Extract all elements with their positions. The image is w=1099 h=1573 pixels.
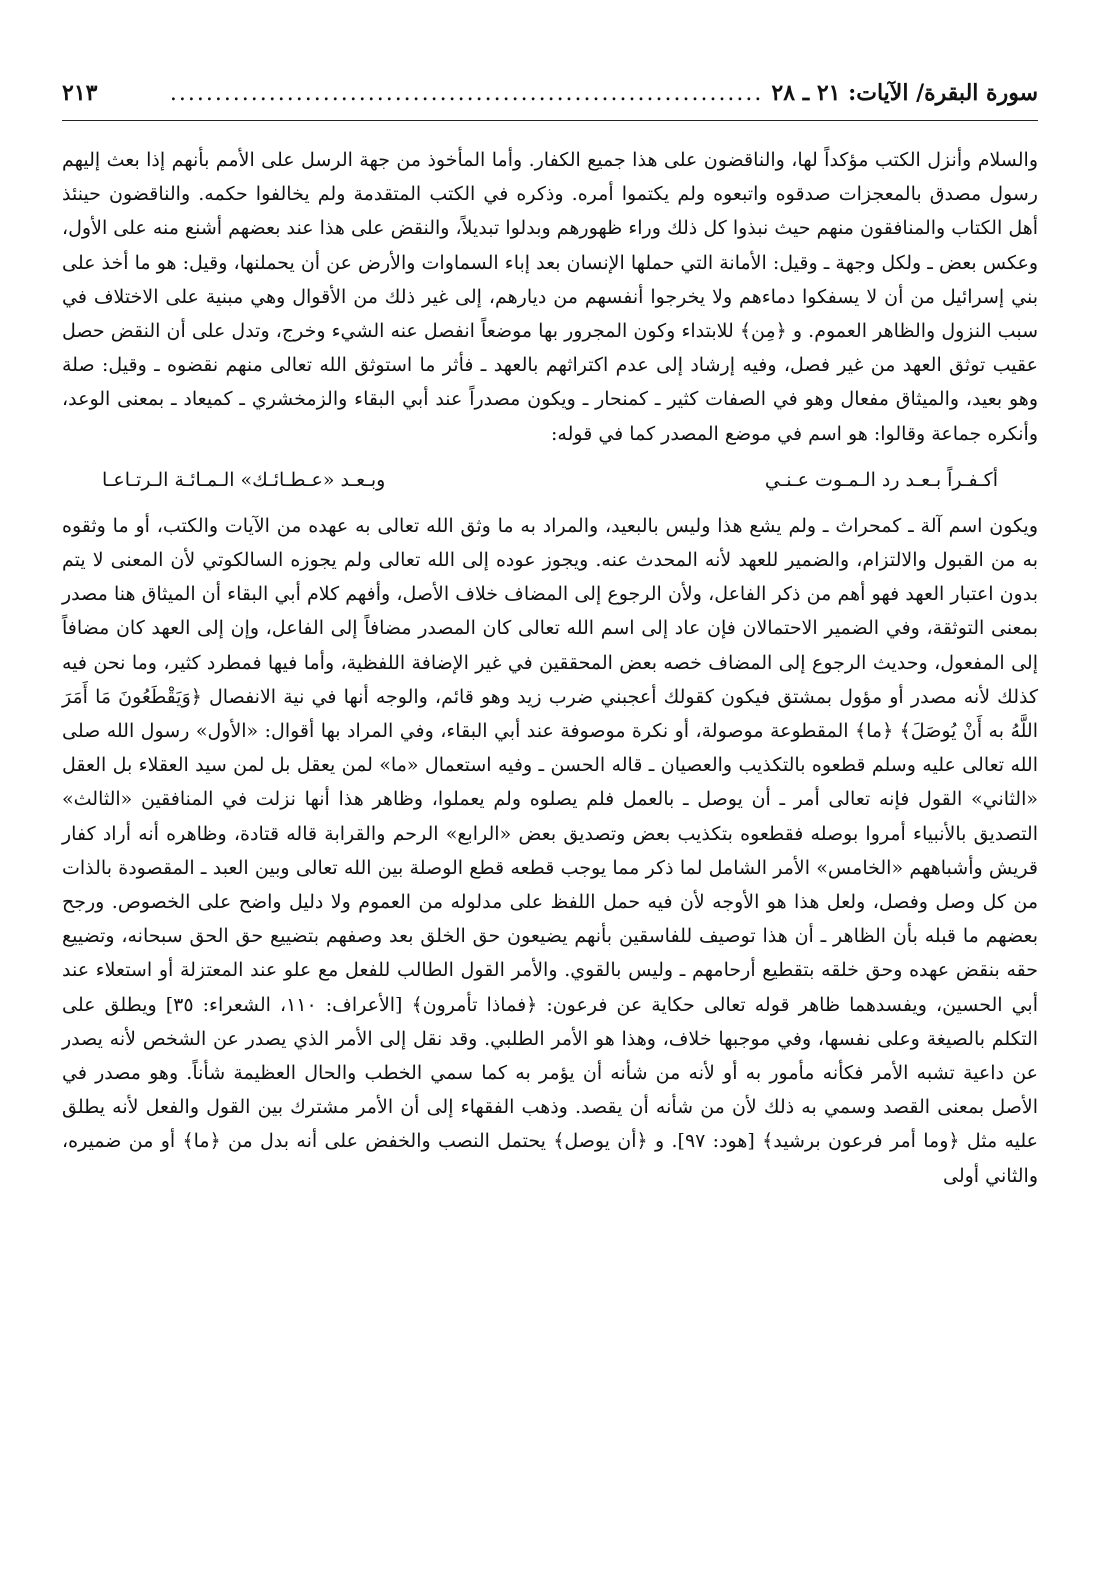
page-number: ٢١٣ xyxy=(62,80,98,106)
poem-verse xyxy=(102,463,998,497)
poem-hemistich-first: أكـفـراً بـعـد رد الـمـوت عـنـي xyxy=(764,468,998,491)
header-leader-dots: .................................................................. xyxy=(169,81,764,106)
document-body xyxy=(62,143,1038,1193)
paragraph-2: ويكون اسم آلة ـ كمحراث ـ ولم يشع هذا وليس بالبعيد، والمراد به ما وثق الله تعالى به عهده من الآيات والكتب، أو ما وثقوه به من القبول والالتزام، والضمير للعهد لأنه المحدث عنه. ويجوز عوده إلى الله تعالى ولم يجوزه السالكوتي لأن المعنى لا يتم بدون اعتبار العهد فهو أهم من ذكر الفاعل، ولأن الرجوع إلى المضاف خلاف الأصل، وأفهم كلام أبي البقاء أن الميثاق هنا مصدر بمعنى التوثقة، وفي الضمير الاحتمالان فإن عاد إلى اسم الله تعالى كان المصدر مضافاً إلى الفاعل، وإن إلى العهد كان مضافاً إلى المفعول، وحديث الرجوع إلى المضاف خصه بعض المحققين في غير الإضافة اللفظية، وأما فيها فمطرد كثير، وما نحن فيه كذلك لأنه مصدر أو مؤول بمشتق فيكون كقولك أعجبني ضرب زيد وهو قائم، والوجه أنها في نية الانفصال ﴿وَيَقْطَعُونَ مَا أَمَرَ اللَّهُ به أَنْ يُوصَلَ﴾ ﴿ما﴾ المقطوعة موصولة، أو نكرة موصوفة عند أبي البقاء، وفي المراد بها أقوال: «الأول» رسول الله صلى الله تعالى عليه وسلم قطعوه بالتكذيب والعصيان ـ قاله الحسن ـ وفيه استعمال «ما» لمن يعقل بل لمن سيد العقلاء بل العقل «الثاني» القول فإنه تعالى أمر ـ أن يوصل ـ بالعمل فلم يصلوه ولم يعملوا، وظاهر هذا أنها نزلت في المنافقين «الثالث» التصديق بالأنبياء أمروا بوصله فقطعوه بتكذيب بعض وتصديق بعض «الرابع» الرحم والقرابة قاله قتادة، وظاهره أنه أراد كفار قريش وأشباههم «الخامس» الأمر الشامل لما ذكر مما يوجب قطعه قطع الوصلة بين الله تعالى وبين العبد ـ المقصودة بالذات من كل وصل وفصل، ولعل هذا هو الأوجه لأن فيه حمل اللفظ على مدلوله من العموم ولا دليل واضح على الخصوص. ورجح بعضهم ما قبله بأن الظاهر ـ أن هذا توصيف للفاسقين بأنهم يضيعون حق الخلق بعد وصفهم بتضييع حق الحق سبحانه، وتضييع حقه بنقض عهده وحق خلقه بتقطيع أرحامهم ـ وليس بالقوي. والأمر القول الطالب للفعل مع علو عند المعتزلة أو استعلاء عند أبي الحسين، ويفسدهما ظاهر قوله تعالى حكاية عن فرعون: ﴿فماذا تأمرون﴾ [الأعراف: ١١٠، الشعراء: ٣٥] ويطلق على التكلم بالصيغة وعلى نفسها، وفي موجبها خلاف، وهذا هو الأمر الطلبي. وقد نقل إلى الأمر الذي يصدر عن الشخص لأنه يصدر عن داعية تشبه الأمر فكأنه مأمور به أو لأنه من شأنه أن يؤمر به كما سمي الخطب والحال العظيمة شأناً. وهو مصدر في الأصل بمعنى القصد وسمي به ذلك لأن من شأنه أن يقصد. وذهب الفقهاء إلى أن الأمر مشترك بين القول والفعل لأنه يطلق عليه مثل ﴿وما أمر فرعون برشيد﴾ [هود: ٩٧]. و ﴿أن يوصل﴾ يحتمل النصب والخفض على أنه بدل من ﴿ما﴾ أو من ضميره، والثاني أولى xyxy=(62,514,1038,1187)
header-title: سورة البقرة/ الآيات: ٢١ ـ ٢٨ xyxy=(771,80,1038,106)
document-page xyxy=(62,80,1038,1193)
running-header xyxy=(62,80,1038,121)
paragraph-1: والسلام وأنزل الكتب مؤكداً لها، والناقضون على هذا جميع الكفار. وأما المأخوذ من جهة الرسل على الأمم بأنهم إذا بعث إليهم رسول مصدق بالمعجزات صدقوه واتبعوه ولم يكتموا أمره. وذكره في الكتب المتقدمة ولم يخالفوا حكمه. والناقضون حينئذ أهل الكتاب والمنافقون منهم حيث نبذوا كل ذلك وراء ظهورهم وبدلوا تبديلاً، والنقض على هذا عند بعضهم أشنع منه على الأول، وعكس بعض ـ ولكل وجهة ـ وقيل: الأمانة التي حملها الإنسان بعد إباء السماوات والأرض عن أن يحملنها، وقيل: هو ما أخذ على بني إسرائيل من أن لا يسفكوا دماءهم ولا يخرجوا أنفسهم من ديارهم، إلى غير ذلك من الأقوال وهي مبنية على الاختلاف في سبب النزول والظاهر العموم. و ﴿مِن﴾ للابتداء وكون المجرور بها موضعاً انفصل عنه الشيء وخرج، وتدل على أن النقض حصل عقيب توثق العهد من غير فصل، وفيه إرشاد إلى عدم اكتراثهم بالعهد ـ فأثر ما استوثق الله تعالى منهم نقضوه ـ وقيل: صلة وهو بعيد، والميثاق مفعال وهو في الصفات كثير ـ كمنحار ـ ويكون مصدراً عند أبي البقاء والزمخشري ـ كميعاد ـ بمعنى الوعد، وأنكره جماعة وقالوا: هو اسم في موضع المصدر كما في قوله: xyxy=(62,149,1038,445)
poem-hemistich-second: وبـعـد «عـطـائـك» الـمـائـة الـرتـاعـا xyxy=(102,468,386,491)
